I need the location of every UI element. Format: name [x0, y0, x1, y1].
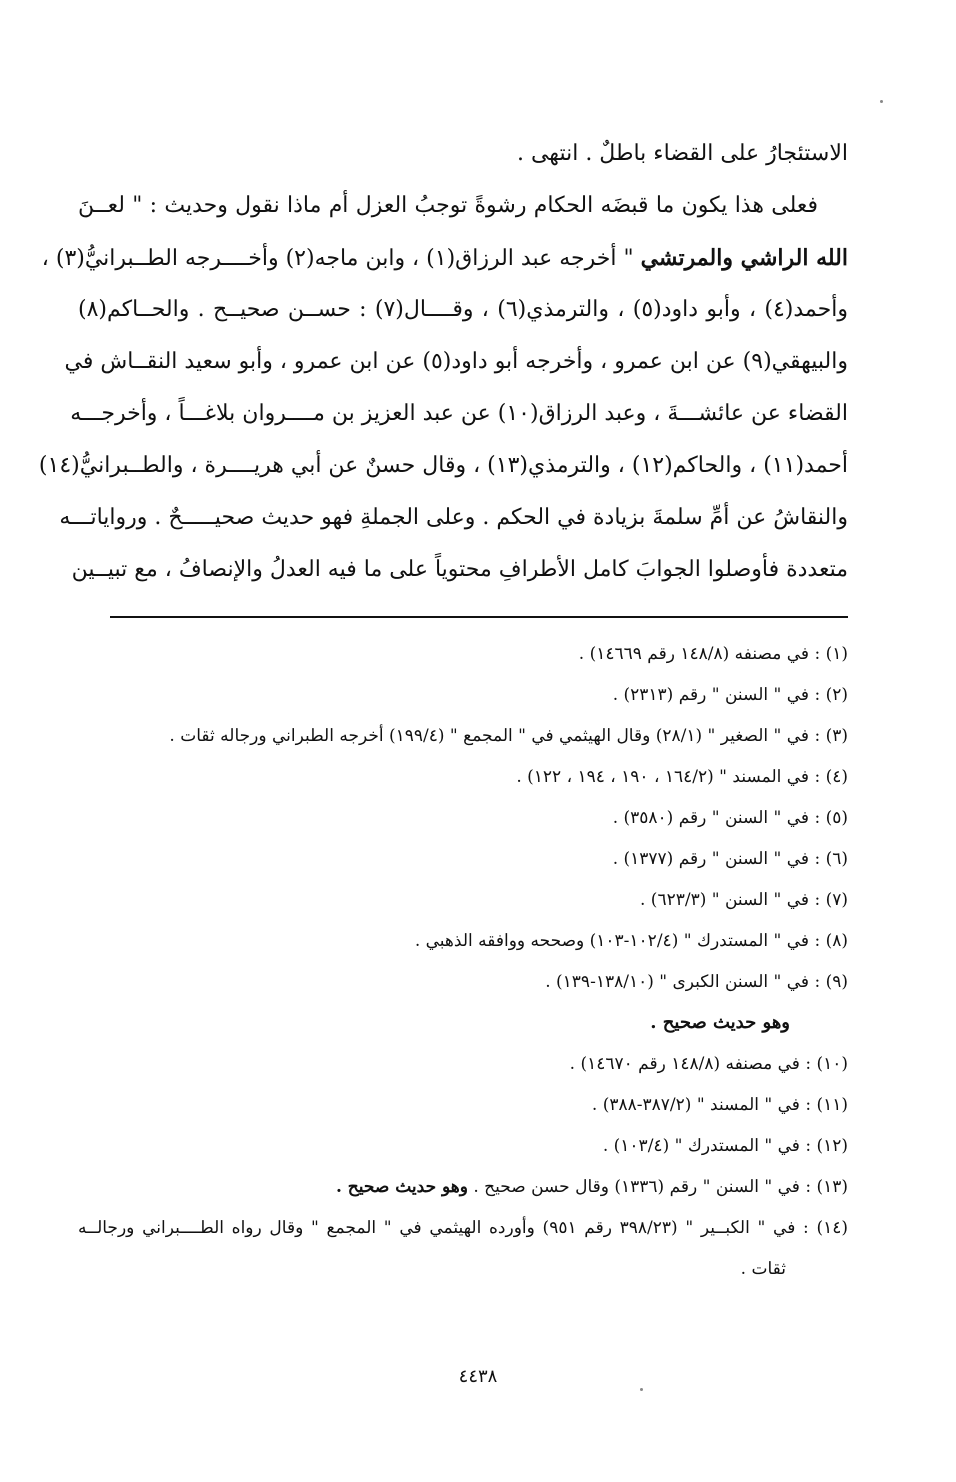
- text-line: متعددة فأوصلوا الجوابَ كامل الأطرافِ محتوياً على ما فيه العدلُ والإنصافُ ، مع تبيــين: [71, 557, 848, 582]
- text-segment: " أخرجه عبد الرزاق(١) ، وابن ماجه(٢) وأخــــرجه الطــبرانيُّ(٣) ،: [41, 246, 641, 271]
- footnote: (١١) : في " المسند " (٣٨٧/٢-٣٨٨) .: [591, 1095, 848, 1115]
- footnote: (١٠) : في مصنفه (١٤٨/٨ رقم ١٤٦٧٠) .: [569, 1054, 848, 1074]
- footnote: (٣) : في " الصغير " (٢٨/١) وقال الهيثمي في " المجمع " (١٩٩/٤) أخرجه الطبراني ورجاله ثقات .: [169, 726, 848, 746]
- text-line: والبيهقي(٩) عن ابن عمرو ، وأخرجه أبو داود(٥) عن ابن عمرو ، وأبو سعيد النقــاش في: [64, 349, 848, 374]
- footnotes: [78, 640, 848, 1296]
- scan-speck: [880, 100, 883, 103]
- footnote: (٤) : في المسند " (١٦٤/٢ ، ١٩٠ ، ١٩٤ ، ١٢٢) .: [516, 767, 848, 787]
- footnote: (٦) : في " السنن " رقم (١٣٧٧) .: [612, 849, 848, 869]
- footnote: (٥) : في " السنن " رقم (٣٥٨٠) .: [612, 808, 848, 828]
- scan-speck: [640, 1388, 643, 1391]
- hadith-text: الله الراشي والمرتشي: [640, 245, 848, 271]
- footnote: [78, 1173, 848, 1214]
- footnote-grading: وهو حديث صحيح .: [650, 1012, 790, 1033]
- footnote: (٢) : في " السنن " رقم (٢٣١٣) .: [612, 685, 848, 705]
- footnote-divider: [110, 616, 848, 618]
- text-line: الاستئجارُ على القضاء باطلٌ . انتهى .: [516, 141, 848, 166]
- text-line: فعلى هذا يكون ما قبضَه الحكام رشوةً توجبُ العزل أم ماذا نقول وحديث : " لعــنَ: [78, 193, 818, 218]
- footnote-continuation: ثقات .: [740, 1259, 786, 1279]
- main-text: [38, 128, 848, 596]
- footnote: (١٤) : في " الكبــير " (٣٩٨/٢٣ رقم ٩٥١) وأورده الهيثمي في " المجمع " وقال رواه الطــــبراني ورجالــه: [78, 1218, 848, 1238]
- text-line: والنقاشُ عن أمِّ سلمةَ بزيادة في الحكم . وعلى الجملةِ فهو حديث صحيـــــحٌ . ورواياتـــه: [59, 505, 848, 530]
- footnote: (١٢) : في " المستدرك " (١٠٣/٤) .: [602, 1136, 848, 1156]
- footnote: (٩) : في " السنن الكبرى " (١٣٨/١٠-١٣٩) .: [545, 972, 848, 992]
- footnote: (١) : في مصنفه (١٤٨/٨ رقم ١٤٦٦٩) .: [578, 644, 848, 664]
- text-line: أحمد(١١) ، والحاكم(١٢) ، والترمذي(١٣) ، وقال حسنٌ عن أبي هريــــرة ، والطــبرانيُّ(١٤): [38, 453, 848, 478]
- footnote: (٨) : في " المستدرك " (١٠٢/٤-١٠٣) وصححه ووافقه الذهبي .: [414, 931, 848, 951]
- footnote-text: (١٣) : في " السنن " رقم (١٣٣٦) وقال حسن صحيح .: [467, 1177, 848, 1197]
- footnote: (٧) : في " السنن " (٦٢٣/٣) .: [640, 890, 848, 910]
- text-line: [41, 232, 848, 284]
- page-number: ٤٤٣٨: [458, 1366, 498, 1387]
- text-line: وأحمد(٤) ، وأبو داود(٥) ، والترمذي(٦) ، وقــــال(٧) : حســن صحيــح . والحــاكم(٨): [78, 297, 848, 322]
- text-line: القضاء عن عائشـــةَ ، وعبد الرزاق(١٠) عن عبد العزيز بن مــــروان بلاغـــاً ، وأخرجـــه: [70, 401, 848, 426]
- footnote-grading: وهو حديث صحيح .: [335, 1177, 468, 1197]
